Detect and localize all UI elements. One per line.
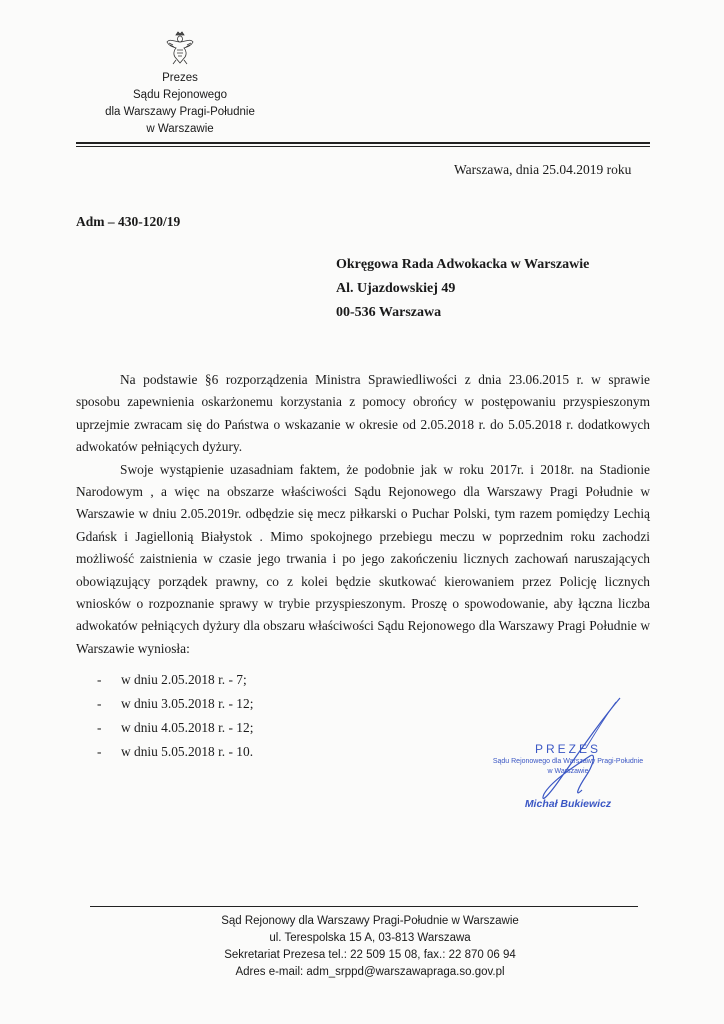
list-item	[97, 692, 253, 716]
stamp-line-2: w Warszawie	[547, 768, 589, 775]
list-item-text: w dniu 2.05.2018 r. - 7;	[121, 672, 247, 687]
stamp-title: PREZES	[534, 742, 601, 756]
president-stamp	[478, 694, 658, 814]
duty-list	[97, 668, 253, 764]
letterhead-line-3: dla Warszawy Pragi-Południe	[105, 106, 255, 118]
addressee-city: 00-536 Warszawa	[336, 305, 442, 320]
list-item	[97, 716, 253, 740]
header-divider	[76, 142, 650, 144]
list-item-text: w dniu 5.05.2018 r. - 10.	[121, 744, 254, 759]
letterhead-line-2: Sądu Rejonowego	[133, 89, 227, 101]
body-paragraph-1: Na podstawie §6 rozporządzenia Ministra Sprawiedliwości z dnia 23.06.2015 r. w sprawie sposobu zapewnienia oskarżonemu korzystania z pomocy obrońcy w postępowaniu przyspieszonym uprzejmie zwracam się do Państwa o wskazanie w okresie od 2.05.2018 r. do 5.05.2018 r. dodatkowych adwokatów pełniących dyżury.	[76, 372, 650, 455]
list-item	[97, 740, 253, 764]
stamp-name: Michał Bukiewicz	[524, 798, 612, 810]
footer	[180, 913, 560, 981]
addressee	[336, 253, 589, 325]
footer-line-2: ul. Terespolska 15 A, 03-813 Warszawa	[269, 932, 471, 944]
footer-line-3: Sekretariat Prezesa tel.: 22 509 15 08, fax.: 22 870 06 94	[224, 949, 516, 961]
list-item-text: w dniu 3.05.2018 r. - 12;	[121, 696, 254, 711]
polish-eagle-icon	[165, 30, 195, 66]
footer-line-4: Adres e-mail: adm_srppd@warszawapraga.so.gov.pl	[235, 966, 505, 978]
header-divider-thin	[76, 146, 650, 147]
letterhead-line-4: w Warszawie	[146, 123, 214, 135]
list-item	[97, 668, 253, 692]
letterhead	[80, 30, 280, 138]
body-paragraph-2: Swoje wystąpienie uzasadniam faktem, że podobnie jak w roku 2017r. i 2018r. na Stadionie Narodowym , a więc na obszarze właściwości Sądu Rejonowego dla Warszawy Pragi Południe w Warszawie w dniu 2.05.2019r. odbędzie się mecz piłkarski o Puchar Polski, tym razem pomiędzy Lechią Gdańsk i Jagiellonią Białystok . Mimo spokojnego przebiegu meczu w poprzednim roku zachodzi możliwość zaistnienia w czasie jego trwania i po jego zakończeniu licznych zachowań naruszających obowiązujący porządek prawny, co z kolei będzie skutkować kierowaniem przez Policję licznych wniosków o rozpoznanie sprawy w trybie przyspieszonym. Proszę o spowodowanie, aby łączna liczba adwokatów pełniących dyżury dla obszaru właściwości Sądu Rejonowego dla Warszawy Pragi Południe w Warszawie wyniosła:	[76, 461, 650, 656]
handwritten-signature	[478, 694, 658, 814]
letterhead-line-1: Prezes	[162, 72, 198, 84]
list-dash: -	[97, 672, 102, 687]
date-line: Warszawa, dnia 25.04.2019 roku	[454, 162, 632, 177]
list-dash: -	[97, 696, 102, 711]
letter-body	[76, 369, 650, 660]
addressee-street: Al. Ujazdowskiej 49	[336, 281, 456, 296]
addressee-name: Okręgowa Rada Adwokacka w Warszawie	[336, 257, 590, 272]
list-item-text: w dniu 4.05.2018 r. - 12;	[121, 720, 254, 735]
footer-divider	[90, 906, 638, 907]
list-dash: -	[97, 744, 102, 759]
footer-line-1: Sąd Rejonowy dla Warszawy Pragi-Południe w Warszawie	[221, 915, 519, 927]
stamp-line-1: Sądu Rejonowego dla Warszawy Pragi-Południe	[492, 758, 644, 765]
list-dash: -	[97, 720, 102, 735]
case-reference: Adm – 430-120/19	[76, 214, 181, 229]
